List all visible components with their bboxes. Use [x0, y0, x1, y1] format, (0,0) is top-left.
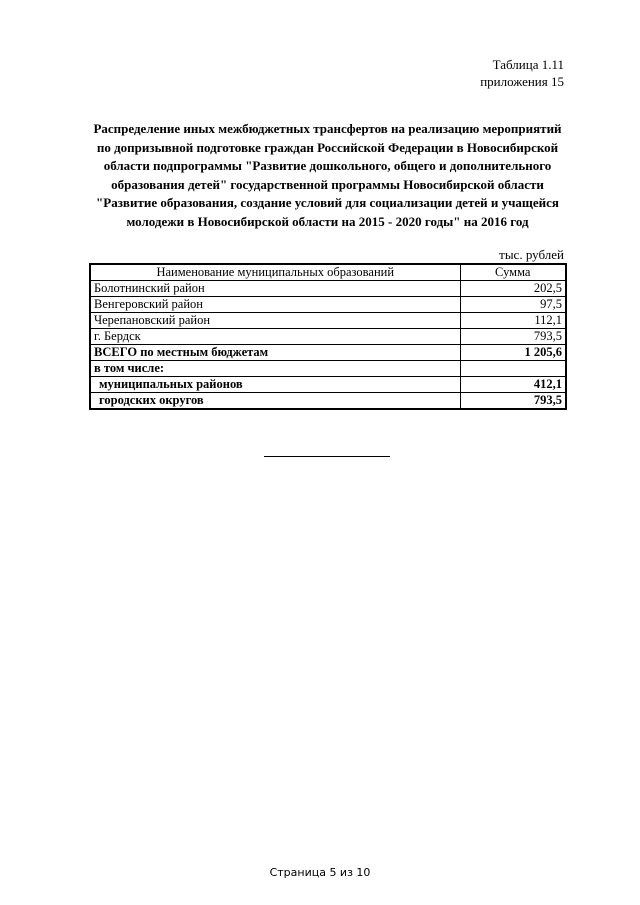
table-row	[90, 329, 566, 345]
row-sum: 202,5	[460, 281, 566, 297]
appendix-label: приложения 15	[480, 74, 564, 89]
row-sum: 793,5	[460, 329, 566, 345]
document-title: Распределение иных межбюджетных трансфертов на реализацию мероприятий по допризывной подготовке граждан Российской Федерации в Новосибирской области подпрограммы "Развитие дошкольного, общего и дополнительного образования детей" государственной программы Новосибирской области "Развитие образования, создание условий для социализации детей и учащейся молодежи в Новосибирской области на 2015 - 2020 годы" на 2016 год	[93, 121, 562, 229]
table-row-subtotal	[90, 377, 566, 393]
table-row-total	[90, 345, 566, 361]
table-row	[90, 281, 566, 297]
row-sum: 793,5	[460, 393, 566, 410]
row-name: в том числе:	[90, 361, 460, 377]
table-row	[90, 313, 566, 329]
row-sum: 412,1	[460, 377, 566, 393]
table-row-subtotal	[90, 393, 566, 410]
row-name: городских округов	[90, 393, 460, 410]
row-name: ВСЕГО по местным бюджетам	[90, 345, 460, 361]
row-sum	[460, 361, 566, 377]
table-label: Таблица 1.11	[492, 57, 564, 72]
column-header-sum: Сумма	[460, 264, 566, 281]
units-label: тыс. рублей	[499, 247, 564, 262]
separator-line	[264, 456, 390, 457]
distribution-table	[89, 263, 567, 410]
row-name: Венгеровский район	[90, 297, 460, 313]
row-name: г. Бердск	[90, 329, 460, 345]
column-header-name: Наименование муниципальных образований	[90, 264, 460, 281]
row-name: Болотнинский район	[90, 281, 460, 297]
page-number: Страница 5 из 10	[269, 866, 371, 879]
row-sum: 1 205,6	[460, 345, 566, 361]
table-header-row	[90, 264, 566, 281]
row-sum: 112,1	[460, 313, 566, 329]
row-name: муниципальных районов	[90, 377, 460, 393]
row-name: Черепановский район	[90, 313, 460, 329]
table-row	[90, 297, 566, 313]
table-row-including	[90, 361, 566, 377]
table-reference	[480, 56, 564, 90]
row-sum: 97,5	[460, 297, 566, 313]
